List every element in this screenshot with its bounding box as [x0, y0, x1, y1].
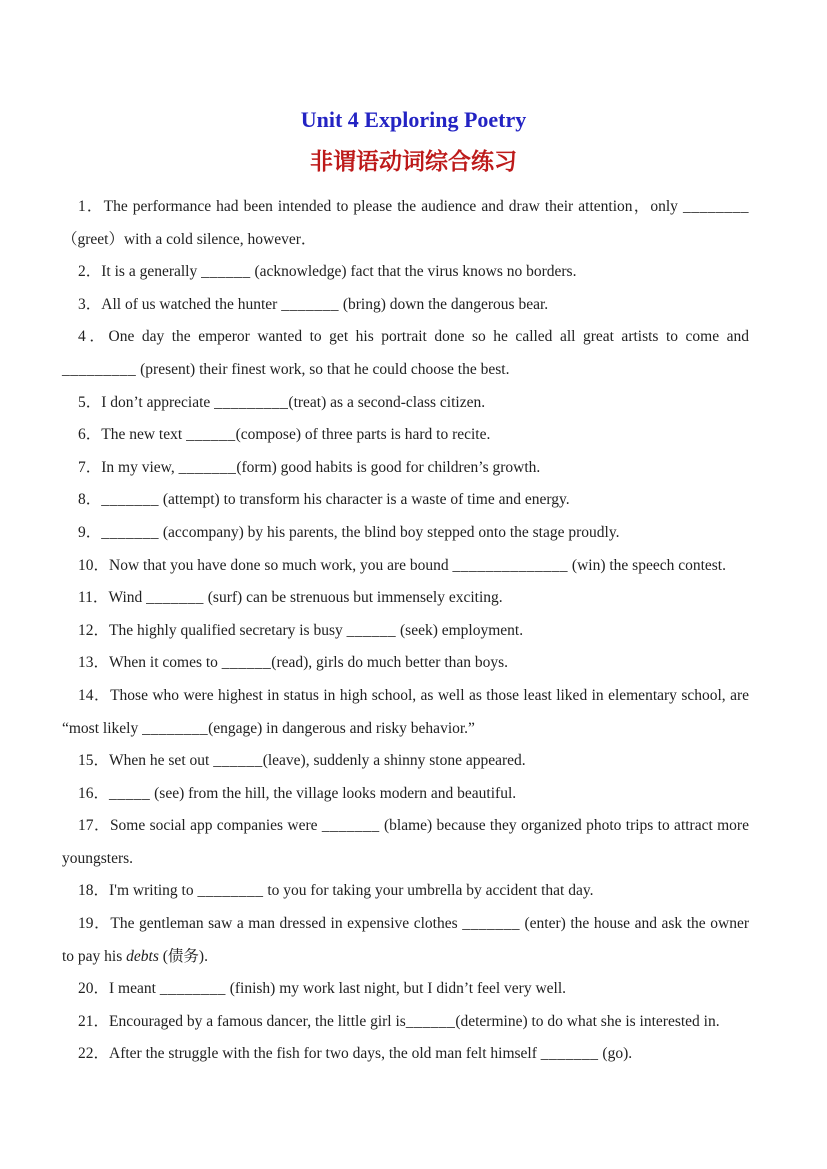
question-3: [62, 289, 749, 322]
question-text: Some social app companies were: [109, 817, 322, 835]
question-text: to you for taking your umbrella by accident that day.: [263, 882, 594, 900]
question-text: (seek) employment.: [396, 621, 524, 639]
question-text: Now that you have done so much work, you are bound: [109, 556, 453, 574]
question-5: [62, 387, 749, 420]
answer-blank: _______: [178, 458, 237, 476]
question-number: 7．: [78, 458, 102, 476]
question-text: I meant: [109, 980, 160, 998]
question-text: The highly qualified secretary is busy: [109, 621, 347, 639]
question-list: [62, 191, 749, 1071]
answer-blank: _______: [101, 491, 160, 509]
question-11: [62, 582, 749, 615]
document-subtitle: 非谓语动词综合练习: [310, 149, 517, 174]
question-number: 12．: [78, 621, 110, 639]
answer-blank: _____: [109, 784, 151, 802]
question-15: [62, 745, 749, 778]
answer-blank: _________: [62, 360, 137, 378]
question-text: (engage) in dangerous and risky behavior.”: [208, 719, 475, 737]
question-number: 1．: [78, 198, 104, 215]
question-10: [62, 550, 749, 583]
answer-blank: _______: [146, 589, 204, 607]
question-text: (finish) my work last night, but I didn’t feel very well.: [225, 980, 567, 998]
question-text: All of us watched the hunter: [101, 295, 282, 313]
question-number: 14．: [78, 686, 111, 704]
question-number: 21．: [78, 1012, 110, 1030]
answer-blank: ________: [159, 980, 226, 998]
question-number: 10．: [78, 556, 110, 574]
question-8: [62, 484, 749, 517]
question-text: (see) from the hill, the village looks modern and beautiful.: [150, 784, 517, 802]
question-text: (present) their finest work, so that he could choose the best.: [136, 360, 510, 378]
question-text: After the struggle with the fish for two days, the old man felt himself: [109, 1045, 541, 1063]
question-number: 6．: [78, 426, 102, 444]
answer-blank: _______: [281, 295, 339, 313]
question-number: 2．: [78, 263, 102, 281]
question-text: In my view,: [101, 458, 179, 476]
question-number: 15．: [78, 752, 110, 770]
question-number: 5．: [78, 393, 102, 411]
question-18: [62, 875, 749, 908]
question-text: (go).: [598, 1045, 633, 1063]
question-text: (accompany) by his parents, the blind boy stepped onto the stage proudly.: [159, 523, 620, 541]
question-text: (bring) down the dangerous bear.: [338, 295, 549, 313]
question-text: (compose) of three parts is hard to recite.: [235, 426, 491, 444]
question-text: I'm writing to: [109, 882, 198, 900]
question-13: [62, 647, 749, 680]
question-text: When it comes to: [109, 654, 222, 672]
question-6: [62, 419, 749, 452]
question-1: [62, 191, 749, 256]
question-text: When he set out: [109, 752, 214, 770]
answer-blank: ______: [346, 621, 397, 639]
question-text: (surf) can be strenuous but immensely exciting.: [203, 589, 503, 607]
question-number: 22．: [78, 1045, 110, 1063]
document-title: Unit 4 Exploring Poetry: [300, 107, 527, 132]
question-17: [62, 810, 749, 875]
answer-blank: ______: [221, 654, 272, 672]
question-number: 3．: [78, 295, 102, 313]
question-9: [62, 517, 749, 550]
answer-blank: _______: [462, 915, 520, 933]
question-number: 4．: [78, 328, 109, 346]
question-text: (attempt) to transform his character is a waste of time and energy.: [159, 491, 570, 509]
question-19: [62, 908, 749, 973]
answer-blank: _______: [540, 1045, 599, 1063]
question-text: The new text: [101, 426, 187, 444]
question-text: One day the emperor wanted to get his portrait done so he called all great artists to come and: [108, 328, 749, 346]
question-4: [62, 321, 749, 386]
question-2: [62, 256, 749, 289]
answer-blank: ______: [201, 263, 251, 281]
answer-blank: ________: [683, 198, 749, 215]
question-text: (win) the speech contest.: [568, 556, 726, 574]
question-number: 20．: [78, 980, 110, 998]
question-text: Encouraged by a famous dancer, the little girl is: [109, 1012, 406, 1030]
question-16: [62, 778, 749, 811]
answer-blank: ______: [213, 752, 263, 770]
question-14: [62, 680, 749, 745]
question-text: (enter) the house and ask the owner to pay his: [62, 915, 749, 965]
question-number: 18．: [78, 882, 110, 900]
question-number: 9．: [78, 523, 102, 541]
question-text: (leave), suddenly a shinny stone appeared.: [262, 752, 526, 770]
question-text: I don’t appreciate: [101, 393, 215, 411]
answer-blank: ________: [197, 882, 264, 900]
question-text: (blame) because they organized photo trips to attract more youngsters.: [62, 817, 749, 867]
question-number: 13．: [78, 654, 110, 672]
question-number: 19．: [78, 915, 111, 933]
question-number: 16．: [78, 784, 110, 802]
question-number: 8．: [78, 491, 102, 509]
answer-blank: _________: [214, 393, 289, 411]
answer-blank: ______________: [452, 556, 569, 574]
question-22: [62, 1038, 749, 1071]
question-text: The gentleman saw a man dressed in expensive clothes: [110, 915, 463, 933]
answer-blank: ______: [186, 426, 236, 444]
question-text: Those who were highest in status in high school, as well as those least liked in elementary school, are “most likely: [62, 686, 749, 737]
question-12: [62, 615, 749, 648]
question-text: (acknowledge) fact that the virus knows no borders.: [250, 263, 577, 281]
answer-blank: _______: [101, 523, 160, 541]
question-20: [62, 973, 749, 1006]
question-number: 17．: [78, 817, 110, 835]
question-text: (treat) as a second-class citizen.: [288, 393, 486, 411]
italic-word: debts: [126, 947, 159, 965]
answer-blank: _______: [321, 817, 380, 835]
question-text: （greet）with a cold silence, however．: [62, 230, 317, 248]
answer-blank: ________: [142, 719, 209, 737]
question-text: The performance had been intended to please the audience and draw their attention，only: [103, 198, 683, 215]
question-text: It is a generally: [101, 263, 202, 281]
question-21: [62, 1006, 749, 1039]
question-text: (determine) to do what she is interested in.: [455, 1012, 720, 1030]
question-text: (read), girls do much better than boys.: [271, 654, 509, 672]
question-number: 11．: [78, 589, 109, 607]
question-7: [62, 452, 749, 485]
question-text: (form) good habits is good for children’s growth.: [236, 458, 541, 476]
question-text: (债务).: [158, 947, 208, 965]
answer-blank: ______: [405, 1012, 456, 1030]
question-text: Wind: [108, 589, 147, 607]
